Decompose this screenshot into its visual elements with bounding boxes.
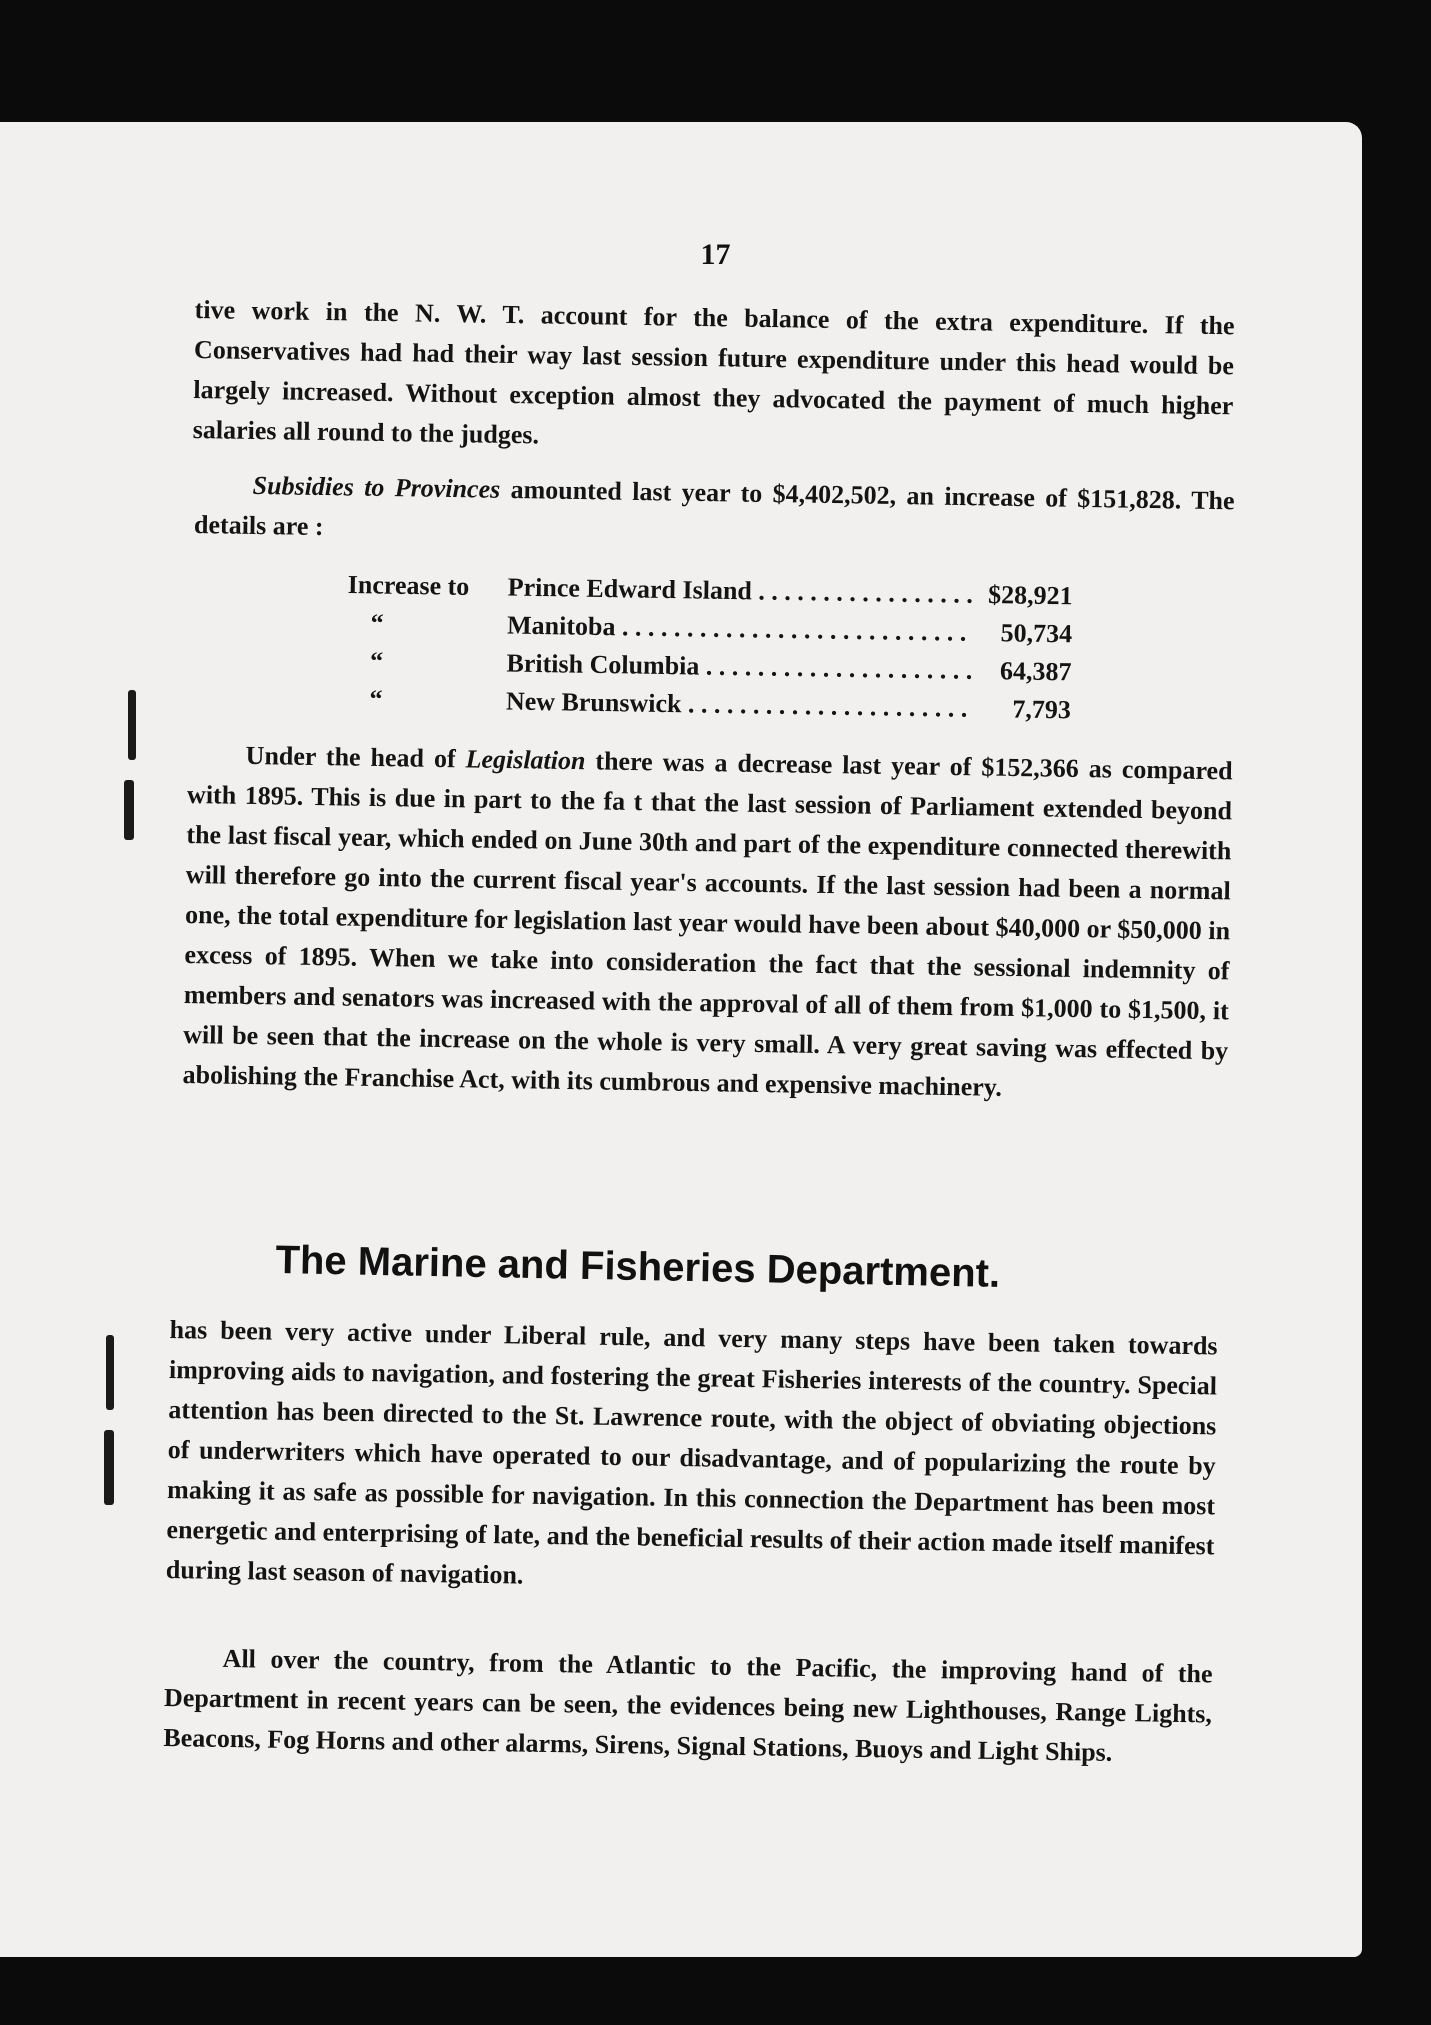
paragraph-2-block bbox=[194, 465, 1235, 561]
legislation-italic: Legislation bbox=[465, 744, 586, 776]
detail-amount: 50,734 bbox=[1000, 618, 1073, 649]
detail-prefix: “ bbox=[369, 646, 384, 676]
subsidy-details-list bbox=[346, 570, 1073, 733]
detail-prefix: Increase to bbox=[347, 570, 470, 601]
margin-mark-1 bbox=[128, 690, 136, 760]
paragraph-2 bbox=[194, 465, 1235, 561]
paragraph-1-block bbox=[192, 290, 1234, 466]
margin-mark-4 bbox=[104, 1430, 114, 1505]
paragraph-4: has been very active under Liberal rule, and very many steps have been taken towards improving aids to navigation, and fostering the great Fisheries interests of the country. Special attention has been directed to the St. Lawrence route, with the object of obviating objections of underwriters which have operated to our disadvantage, and of popularizing the route by making it as safe as possible for navigation. In this connection the Department has been most energetic and enterprising of late, and the beneficial results of their action made itself manifest during last season of navigation. bbox=[165, 1314, 1218, 1590]
paragraph-4-block bbox=[166, 1310, 1218, 1606]
paragraph-3-start: Under the head of bbox=[245, 740, 466, 774]
margin-mark-3 bbox=[106, 1335, 114, 1410]
detail-name: Prince Edward Island . . . bbox=[508, 573, 973, 610]
detail-name: New Brunswick . . . bbox=[506, 686, 971, 723]
paragraph-5: All over the country, from the Atlantic to the Pacific, the improving hand of the Department in recent years can be seen, the evidences being new Lighthouses, Range Lights, Beacons, Fog Horns and other alarms, Sirens, Signal Stations, Buoys and Light Ships. bbox=[163, 1643, 1213, 1767]
detail-amount: 7,793 bbox=[1012, 694, 1072, 725]
paragraph-3-block bbox=[182, 735, 1233, 1111]
margin-mark-2 bbox=[124, 780, 134, 840]
page-number: 17 bbox=[700, 238, 731, 271]
paragraph-5-block bbox=[163, 1638, 1213, 1774]
detail-name: Manitoba . . . bbox=[507, 611, 972, 648]
detail-name: British Columbia . . . bbox=[506, 649, 971, 686]
detail-prefix: “ bbox=[370, 608, 384, 638]
detail-amount: 64,387 bbox=[999, 656, 1072, 687]
paragraph-2-text: amounted last year to $4,402,502, an increase of $151,828. The details are : bbox=[193, 474, 1235, 542]
section-heading: The Marine and Fisheries Department. bbox=[275, 1238, 1001, 1296]
paragraph-3 bbox=[182, 735, 1233, 1111]
detail-amount: $28,921 bbox=[987, 580, 1073, 611]
paragraph-1: tive work in the N. W. T. account for the balance of the extra expenditure. If the Conservatives had had their way last session future expenditure under this head would be largely increased. Without exception almost they advocated the payment of much higher salaries all round to the judges. bbox=[192, 294, 1235, 450]
paragraph-3-text: there was a decrease last year of $152,366 as compared with 1895. This is due in part to the fa t that the last session of Parliament extended beyond the last fiscal year, which ended on June 30th and part of the expenditure connected therewith will therefore go into the current fiscal year's accounts. If the last session had been a normal one, the total expenditure for legislation last year would have been about $40,000 or $50,000 in excess of 1895. When we take into consideration the fact that the sessional indemnity of members and senators was increased with the approval of all of them from $1,000 to $1,500, it will be seen that the increase on the whole is very small. A very great saving was effected by abolishing the Franchise Act, with its cumbrous and expensive machinery. bbox=[182, 746, 1233, 1102]
detail-prefix: “ bbox=[369, 684, 383, 714]
subsidies-italic: Subsidies to Provinces bbox=[252, 470, 501, 504]
